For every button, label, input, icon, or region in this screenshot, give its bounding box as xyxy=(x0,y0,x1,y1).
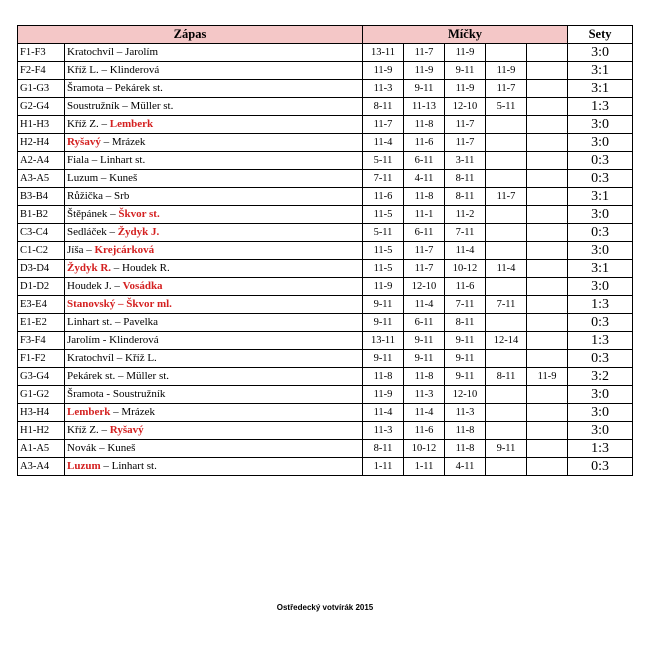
player-name: Sedláček – xyxy=(67,226,118,238)
set-score xyxy=(486,242,527,260)
sets-result: 3:0 xyxy=(568,278,633,296)
table-row xyxy=(18,296,633,314)
sets-result: 0:3 xyxy=(568,152,633,170)
results-table xyxy=(17,25,633,476)
match-players xyxy=(65,278,363,296)
set-score: 11-5 xyxy=(363,206,404,224)
set-score xyxy=(527,278,568,296)
match-players xyxy=(65,332,363,350)
match-code: D1-D2 xyxy=(18,278,65,296)
set-score xyxy=(527,224,568,242)
set-score xyxy=(486,278,527,296)
set-score: 13-11 xyxy=(363,44,404,62)
winner-name: Vosádka xyxy=(122,280,163,292)
player-name: Kratochvíl – Kříž L. xyxy=(67,352,157,364)
set-score xyxy=(486,224,527,242)
player-name: – Linhart st. xyxy=(100,460,157,472)
set-score xyxy=(486,134,527,152)
set-score: 9-11 xyxy=(445,350,486,368)
sets-result: 3:0 xyxy=(568,134,633,152)
table-row xyxy=(18,80,633,98)
set-score xyxy=(486,386,527,404)
set-score: 11-9 xyxy=(445,80,486,98)
match-code: A3-A4 xyxy=(18,458,65,476)
header-match: Zápas xyxy=(18,26,363,44)
match-players xyxy=(65,62,363,80)
table-row xyxy=(18,188,633,206)
sets-result: 3:2 xyxy=(568,368,633,386)
header-balls: Míčky xyxy=(363,26,568,44)
table-row xyxy=(18,224,633,242)
winner-name: Ryšavý xyxy=(109,424,144,436)
match-code: G2-G4 xyxy=(18,98,65,116)
table-row xyxy=(18,422,633,440)
set-score xyxy=(486,44,527,62)
player-name: Kříž Z. – xyxy=(67,118,110,130)
set-score: 8-11 xyxy=(445,170,486,188)
match-code: B3-B4 xyxy=(18,188,65,206)
set-score xyxy=(527,80,568,98)
set-score: 9-11 xyxy=(404,332,445,350)
match-code: H1-H2 xyxy=(18,422,65,440)
match-players xyxy=(65,386,363,404)
winner-name: Lemberk xyxy=(67,406,111,418)
sets-result: 0:3 xyxy=(568,224,633,242)
set-score: 10-12 xyxy=(404,440,445,458)
set-score xyxy=(486,404,527,422)
set-score: 5-11 xyxy=(486,98,527,116)
winner-name: Luzum xyxy=(67,460,101,472)
match-players xyxy=(65,170,363,188)
set-score: 7-11 xyxy=(363,170,404,188)
set-score xyxy=(527,206,568,224)
set-score: 11-9 xyxy=(363,386,404,404)
set-score xyxy=(527,404,568,422)
player-name: Růžička – Srb xyxy=(67,190,130,202)
header-sets: Sety xyxy=(568,26,633,44)
set-score xyxy=(527,170,568,188)
sets-result: 0:3 xyxy=(568,458,633,476)
set-score xyxy=(486,422,527,440)
set-score xyxy=(527,62,568,80)
set-score: 11-8 xyxy=(363,368,404,386)
match-players xyxy=(65,368,363,386)
set-score: 5-11 xyxy=(363,152,404,170)
set-score: 9-11 xyxy=(404,350,445,368)
set-score: 8-11 xyxy=(486,368,527,386)
table-row xyxy=(18,332,633,350)
set-score: 11-5 xyxy=(363,260,404,278)
set-score: 5-11 xyxy=(363,224,404,242)
set-score: 9-11 xyxy=(445,368,486,386)
match-code: A2-A4 xyxy=(18,152,65,170)
player-name: Soustružník – Müller st. xyxy=(67,100,174,112)
table-row xyxy=(18,116,633,134)
set-score: 11-7 xyxy=(445,116,486,134)
set-score: 11-7 xyxy=(404,44,445,62)
match-code: E1-E2 xyxy=(18,314,65,332)
match-code: G1-G3 xyxy=(18,80,65,98)
set-score: 11-1 xyxy=(404,206,445,224)
set-score: 11-7 xyxy=(404,242,445,260)
set-score: 6-11 xyxy=(404,224,445,242)
set-score: 11-3 xyxy=(363,422,404,440)
set-score: 12-10 xyxy=(445,386,486,404)
player-name: – Mrázek xyxy=(100,136,146,148)
table-row xyxy=(18,440,633,458)
set-score: 9-11 xyxy=(486,440,527,458)
match-code: H3-H4 xyxy=(18,404,65,422)
player-name: Pekárek st. – Müller st. xyxy=(67,370,170,382)
match-players xyxy=(65,116,363,134)
table-row xyxy=(18,404,633,422)
set-score xyxy=(527,422,568,440)
set-score: 4-11 xyxy=(445,458,486,476)
set-score xyxy=(527,458,568,476)
sets-result: 1:3 xyxy=(568,440,633,458)
sets-result: 3:0 xyxy=(568,404,633,422)
set-score: 7-11 xyxy=(486,296,527,314)
table-row xyxy=(18,350,633,368)
table-row xyxy=(18,386,633,404)
set-score: 12-10 xyxy=(445,98,486,116)
sets-result: 3:0 xyxy=(568,386,633,404)
set-score: 9-11 xyxy=(404,80,445,98)
match-code: H2-H4 xyxy=(18,134,65,152)
set-score xyxy=(527,152,568,170)
set-score: 9-11 xyxy=(445,332,486,350)
match-players xyxy=(65,188,363,206)
set-score: 13-11 xyxy=(363,332,404,350)
player-name: Jíša – xyxy=(67,244,95,256)
set-score: 8-11 xyxy=(445,314,486,332)
match-code: F1-F2 xyxy=(18,350,65,368)
match-code: F2-F4 xyxy=(18,62,65,80)
set-score: 9-11 xyxy=(445,62,486,80)
set-score: 11-6 xyxy=(445,278,486,296)
set-score: 8-11 xyxy=(363,98,404,116)
table-row xyxy=(18,368,633,386)
set-score: 6-11 xyxy=(404,152,445,170)
set-score: 11-7 xyxy=(486,80,527,98)
player-name: Kratochvíl – Jarolím xyxy=(67,46,159,58)
winner-name: Stanovský – Škvor ml. xyxy=(67,298,172,310)
match-code: A3-A5 xyxy=(18,170,65,188)
player-name: Jarolím - Klinderová xyxy=(67,334,159,346)
set-score xyxy=(527,314,568,332)
player-name: Linhart st. – Pavelka xyxy=(67,316,159,328)
set-score xyxy=(486,170,527,188)
player-name: Kříž L. – Klinderová xyxy=(67,64,160,76)
table-row xyxy=(18,278,633,296)
set-score: 11-7 xyxy=(445,134,486,152)
match-players xyxy=(65,224,363,242)
sets-result: 3:0 xyxy=(568,44,633,62)
winner-name: Žydyk J. xyxy=(117,226,160,238)
player-name: Novák – Kuneš xyxy=(67,442,136,454)
set-score: 1-11 xyxy=(363,458,404,476)
set-score: 12-10 xyxy=(404,278,445,296)
set-score: 3-11 xyxy=(445,152,486,170)
set-score: 11-13 xyxy=(404,98,445,116)
match-players xyxy=(65,296,363,314)
set-score xyxy=(486,152,527,170)
table-row xyxy=(18,98,633,116)
set-score: 11-8 xyxy=(404,116,445,134)
sets-result: 3:1 xyxy=(568,260,633,278)
sets-result: 3:1 xyxy=(568,80,633,98)
table-row xyxy=(18,314,633,332)
match-players xyxy=(65,350,363,368)
set-score xyxy=(486,206,527,224)
set-score: 11-3 xyxy=(363,80,404,98)
set-score xyxy=(527,440,568,458)
set-score: 11-9 xyxy=(404,62,445,80)
set-score: 11-8 xyxy=(445,422,486,440)
set-score xyxy=(527,188,568,206)
table-row xyxy=(18,134,633,152)
set-score xyxy=(527,98,568,116)
match-players xyxy=(65,422,363,440)
match-players xyxy=(65,80,363,98)
sets-result: 1:3 xyxy=(568,98,633,116)
set-score: 7-11 xyxy=(445,296,486,314)
set-score: 11-4 xyxy=(404,296,445,314)
table-row xyxy=(18,170,633,188)
winner-name: Žydyk R. xyxy=(67,262,112,274)
set-score: 11-4 xyxy=(445,242,486,260)
set-score: 11-9 xyxy=(486,62,527,80)
set-score: 11-7 xyxy=(404,260,445,278)
set-score: 11-4 xyxy=(486,260,527,278)
set-score: 11-3 xyxy=(445,404,486,422)
set-score xyxy=(527,260,568,278)
match-code: F1-F3 xyxy=(18,44,65,62)
player-name: – Houdek R. xyxy=(111,262,170,274)
match-players xyxy=(65,152,363,170)
set-score: 9-11 xyxy=(363,314,404,332)
match-code: B1-B2 xyxy=(18,206,65,224)
winner-name: Krejcárková xyxy=(94,244,155,256)
table-row xyxy=(18,260,633,278)
set-score: 11-5 xyxy=(363,242,404,260)
sets-result: 3:0 xyxy=(568,116,633,134)
sets-result: 0:3 xyxy=(568,314,633,332)
set-score: 4-11 xyxy=(404,170,445,188)
table-row xyxy=(18,206,633,224)
set-score xyxy=(486,314,527,332)
set-score: 11-4 xyxy=(363,134,404,152)
table-row xyxy=(18,152,633,170)
set-score: 11-8 xyxy=(404,188,445,206)
set-score xyxy=(527,134,568,152)
winner-name: Škvor st. xyxy=(118,208,160,220)
set-score: 11-3 xyxy=(404,386,445,404)
winner-name: Ryšavý xyxy=(67,136,101,148)
set-score: 11-9 xyxy=(527,368,568,386)
match-players xyxy=(65,440,363,458)
set-score: 11-9 xyxy=(445,44,486,62)
sets-result: 3:0 xyxy=(568,242,633,260)
set-score xyxy=(527,332,568,350)
footer-text: Ostředecký votvírák 2015 xyxy=(276,603,374,612)
match-code: D3-D4 xyxy=(18,260,65,278)
match-players xyxy=(65,98,363,116)
set-score: 11-6 xyxy=(404,134,445,152)
match-code: G3-G4 xyxy=(18,368,65,386)
match-code: C3-C4 xyxy=(18,224,65,242)
player-name: – Mrázek xyxy=(110,406,155,418)
match-code: E3-E4 xyxy=(18,296,65,314)
set-score: 9-11 xyxy=(363,350,404,368)
table-row xyxy=(18,242,633,260)
set-score: 9-11 xyxy=(363,296,404,314)
match-code: G1-G2 xyxy=(18,386,65,404)
match-players xyxy=(65,206,363,224)
match-code: F3-F4 xyxy=(18,332,65,350)
set-score: 11-8 xyxy=(404,368,445,386)
set-score: 11-4 xyxy=(363,404,404,422)
set-score xyxy=(527,386,568,404)
set-score: 7-11 xyxy=(445,224,486,242)
set-score xyxy=(486,350,527,368)
set-score: 11-6 xyxy=(404,422,445,440)
set-score: 6-11 xyxy=(404,314,445,332)
player-name: Kříž Z. – xyxy=(67,424,110,436)
set-score xyxy=(527,350,568,368)
set-score xyxy=(527,44,568,62)
sets-result: 1:3 xyxy=(568,332,633,350)
set-score xyxy=(527,296,568,314)
sets-result: 3:1 xyxy=(568,62,633,80)
player-name: Fiala – Linhart st. xyxy=(67,154,146,166)
player-name: Houdek J. – xyxy=(67,280,123,292)
results-body xyxy=(18,44,633,476)
sets-result: 3:1 xyxy=(568,188,633,206)
sets-result: 0:3 xyxy=(568,350,633,368)
set-score: 11-8 xyxy=(445,440,486,458)
match-players xyxy=(65,242,363,260)
set-score: 11-4 xyxy=(404,404,445,422)
match-code: A1-A5 xyxy=(18,440,65,458)
set-score xyxy=(486,116,527,134)
set-score xyxy=(527,242,568,260)
player-name: Luzum – Kuneš xyxy=(67,172,138,184)
set-score: 8-11 xyxy=(363,440,404,458)
match-players xyxy=(65,134,363,152)
set-score: 12-14 xyxy=(486,332,527,350)
player-name: Šramota – Pekárek st. xyxy=(67,82,163,94)
sets-result: 1:3 xyxy=(568,296,633,314)
match-players xyxy=(65,458,363,476)
table-row xyxy=(18,62,633,80)
winner-name: Lemberk xyxy=(109,118,154,130)
header-row xyxy=(18,26,633,44)
set-score xyxy=(486,458,527,476)
match-players xyxy=(65,314,363,332)
sets-result: 0:3 xyxy=(568,170,633,188)
set-score: 1-11 xyxy=(404,458,445,476)
set-score: 11-2 xyxy=(445,206,486,224)
set-score xyxy=(527,116,568,134)
player-name: Štěpánek – xyxy=(67,208,119,220)
set-score: 11-7 xyxy=(486,188,527,206)
sets-result: 3:0 xyxy=(568,422,633,440)
match-code: H1-H3 xyxy=(18,116,65,134)
match-code: C1-C2 xyxy=(18,242,65,260)
set-score: 11-9 xyxy=(363,278,404,296)
player-name: Šramota - Soustružník xyxy=(67,388,166,400)
match-players xyxy=(65,404,363,422)
set-score: 11-7 xyxy=(363,116,404,134)
table-row xyxy=(18,458,633,476)
set-score: 11-9 xyxy=(363,62,404,80)
sets-result: 3:0 xyxy=(568,206,633,224)
set-score: 11-6 xyxy=(363,188,404,206)
match-players xyxy=(65,44,363,62)
table-row xyxy=(18,44,633,62)
match-players xyxy=(65,260,363,278)
set-score: 10-12 xyxy=(445,260,486,278)
set-score: 8-11 xyxy=(445,188,486,206)
